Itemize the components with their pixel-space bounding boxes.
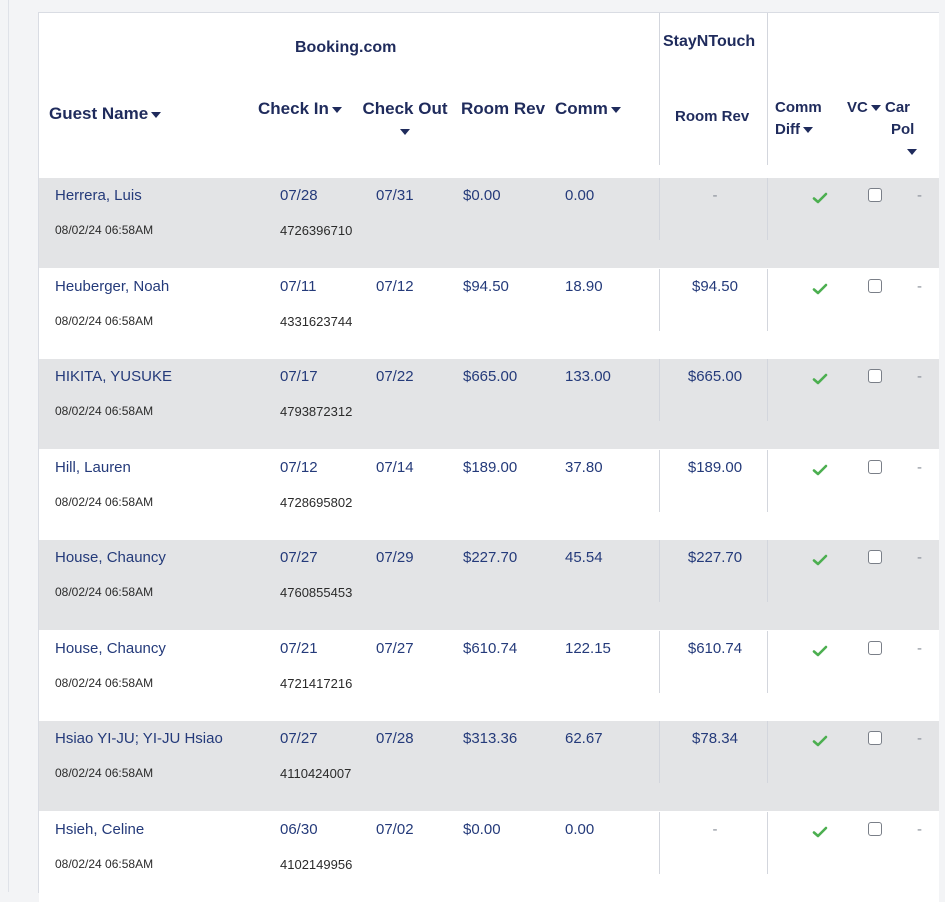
col-comm-diff-label-top: Comm [775,99,822,116]
check-out-date: 07/02 [376,820,414,838]
col-cancel-policy-label-bottom: Pol [891,121,915,138]
guest-name-link[interactable]: Heuberger, Noah [55,277,170,295]
column-divider [767,450,768,512]
check-in-date: 07/17 [280,368,318,385]
snt-room-rev-value: $189.00 [687,458,743,476]
group-header-booking: Booking.com [295,39,397,56]
comm-value: 62.67 [565,730,603,747]
caret-down-icon [400,129,410,135]
cancel-policy-value: - [917,277,922,295]
col-room-rev-label: Room Rev [461,99,546,118]
col-comm[interactable] [555,98,621,120]
table-row[interactable] [39,450,939,540]
column-divider [659,450,660,512]
reservation-number: 4760855453 [280,585,353,600]
header-divider-left [659,13,660,165]
caret-down-icon [611,107,621,113]
comm-value: 0.00 [565,820,595,838]
check-icon [812,643,828,659]
table-row[interactable] [39,269,939,359]
col-cancel-policy[interactable] [885,97,945,163]
comm-value: 133.00 [565,368,611,385]
room-rev-value: $665.00 [463,368,518,385]
check-out-date: 07/14 [376,458,414,476]
vc-checkbox[interactable] [868,188,882,202]
check-out-date: 07/12 [376,277,414,295]
room-rev-value: $0.00 [463,187,501,204]
snt-room-rev-value: $94.50 [692,277,738,295]
cancel-policy-value: - [917,549,922,566]
check-icon [812,552,828,568]
table-row[interactable] [39,178,939,268]
column-divider [767,721,768,783]
col-snt-room-rev-label: Room Rev [675,108,750,125]
snt-room-rev-value: $665.00 [687,368,743,385]
reservation-number: 4102149956 [280,856,353,872]
check-out-date: 07/29 [376,549,414,566]
caret-down-icon [332,107,342,113]
guest-name-link[interactable]: House, Chauncy [55,549,166,566]
reservation-number: 4793872312 [280,404,353,419]
vc-checkbox[interactable] [868,369,882,383]
guest-name-link[interactable]: House, Chauncy [55,639,166,657]
cancel-policy-value: - [917,730,922,747]
column-divider [767,540,768,602]
reservation-number: 4726396710 [280,223,353,238]
cancel-policy-value: - [917,368,922,385]
column-divider [659,178,660,240]
vc-checkbox[interactable] [868,731,882,745]
row-timestamp: 08/02/24 06:58AM [55,585,154,599]
check-out-date: 07/28 [376,730,414,747]
cancel-policy-value: - [917,820,922,838]
snt-room-rev-value: $610.74 [687,639,743,657]
col-guest-name-label: Guest Name [49,104,149,123]
row-timestamp: 08/02/24 06:58AM [55,766,154,780]
guest-name-link[interactable]: HIKITA, YUSUKE [55,368,172,385]
caret-down-icon [803,127,813,133]
caret-down-icon [907,149,917,155]
vc-checkbox[interactable] [868,641,882,655]
col-room-rev [461,98,545,120]
reservation-number: 4728695802 [280,494,353,510]
guest-name-link[interactable]: Hsiao YI-JU; YI-JU Hsiao [55,730,223,747]
header-divider-right [767,13,768,165]
snt-room-rev-value: - [712,820,718,838]
comm-value: 18.90 [565,277,603,295]
vc-checkbox[interactable] [868,550,882,564]
row-timestamp: 08/02/24 06:58AM [55,223,154,237]
check-icon [812,190,828,206]
column-divider [767,269,768,331]
column-divider [767,178,768,240]
col-check-in[interactable] [258,98,342,120]
col-check-in-label: Check In [258,99,329,118]
col-vc-label: VC [847,99,868,116]
caret-down-icon [151,112,161,118]
snt-room-rev-value: $227.70 [687,549,743,566]
column-divider [659,269,660,331]
room-rev-value: $0.00 [463,820,501,838]
check-out-date: 07/31 [376,187,414,204]
check-icon [812,281,828,297]
col-snt-room-rev [675,106,749,128]
table-row[interactable] [39,721,939,811]
check-in-date: 07/21 [280,639,318,657]
cancel-policy-value: - [917,639,922,657]
table-row[interactable] [39,812,939,902]
reservation-number: 4331623744 [280,313,353,329]
table-row[interactable] [39,631,939,721]
comm-value: 45.54 [565,549,603,566]
check-out-date: 07/27 [376,639,414,657]
column-divider [659,812,660,874]
column-divider [659,721,660,783]
snt-room-rev-value: $78.34 [692,730,738,747]
vc-checkbox[interactable] [868,279,882,293]
room-rev-value: $610.74 [463,639,518,657]
comm-value: 122.15 [565,639,611,657]
col-comm-label: Comm [555,99,608,118]
col-comm-diff-label-bottom: Diff [775,121,800,138]
row-timestamp: 08/02/24 06:58AM [55,494,154,509]
col-cancel-policy-label-top: Car [885,99,911,116]
col-comm-diff[interactable] [775,97,825,141]
guest-name-link[interactable]: Hill, Lauren [55,458,131,476]
reconciliation-table [38,12,939,893]
row-timestamp: 08/02/24 06:58AM [55,404,154,418]
column-divider [767,812,768,874]
col-vc[interactable] [847,97,881,119]
check-out-date: 07/22 [376,368,414,385]
col-guest-name[interactable] [49,103,161,125]
caret-down-icon [871,105,881,111]
snt-room-rev-value: - [712,187,718,204]
column-divider [659,359,660,421]
reservation-number: 4110424007 [280,766,352,781]
check-in-date: 07/11 [280,277,317,295]
guest-name-link[interactable]: Hsieh, Celine [55,820,145,838]
vc-checkbox[interactable] [868,460,882,474]
comm-value: 37.80 [565,458,603,476]
check-in-date: 07/27 [280,549,318,566]
cancel-policy-value: - [917,458,922,476]
room-rev-value: $94.50 [463,277,509,295]
cancel-policy-value: - [917,187,922,204]
check-in-date: 06/30 [280,820,318,838]
room-rev-value: $227.70 [463,549,518,566]
page-left-border [8,0,9,892]
room-rev-value: $189.00 [463,458,518,476]
table-row[interactable] [39,540,939,630]
col-check-out-label: Check Out [362,99,448,118]
column-divider [659,540,660,602]
check-in-date: 07/12 [280,458,318,476]
row-timestamp: 08/02/24 06:58AM [55,856,154,871]
comm-value: 0.00 [565,187,595,204]
column-divider [767,631,768,693]
col-check-out[interactable] [359,98,451,142]
room-rev-value: $313.36 [463,730,518,747]
row-timestamp: 08/02/24 06:58AM [55,313,154,328]
check-in-date: 07/28 [280,187,318,204]
check-icon [812,462,828,478]
column-divider [767,359,768,421]
reservation-number: 4721417216 [280,675,353,691]
vc-checkbox[interactable] [868,822,882,836]
table-row[interactable] [39,359,939,449]
check-in-date: 07/27 [280,730,318,747]
row-timestamp: 08/02/24 06:58AM [55,675,154,690]
check-icon [812,371,828,387]
group-header-staynttouch: StayNTouch [663,33,756,50]
guest-name-link[interactable]: Herrera, Luis [55,187,142,204]
column-divider [659,631,660,693]
check-icon [812,733,828,749]
check-icon [812,824,828,840]
